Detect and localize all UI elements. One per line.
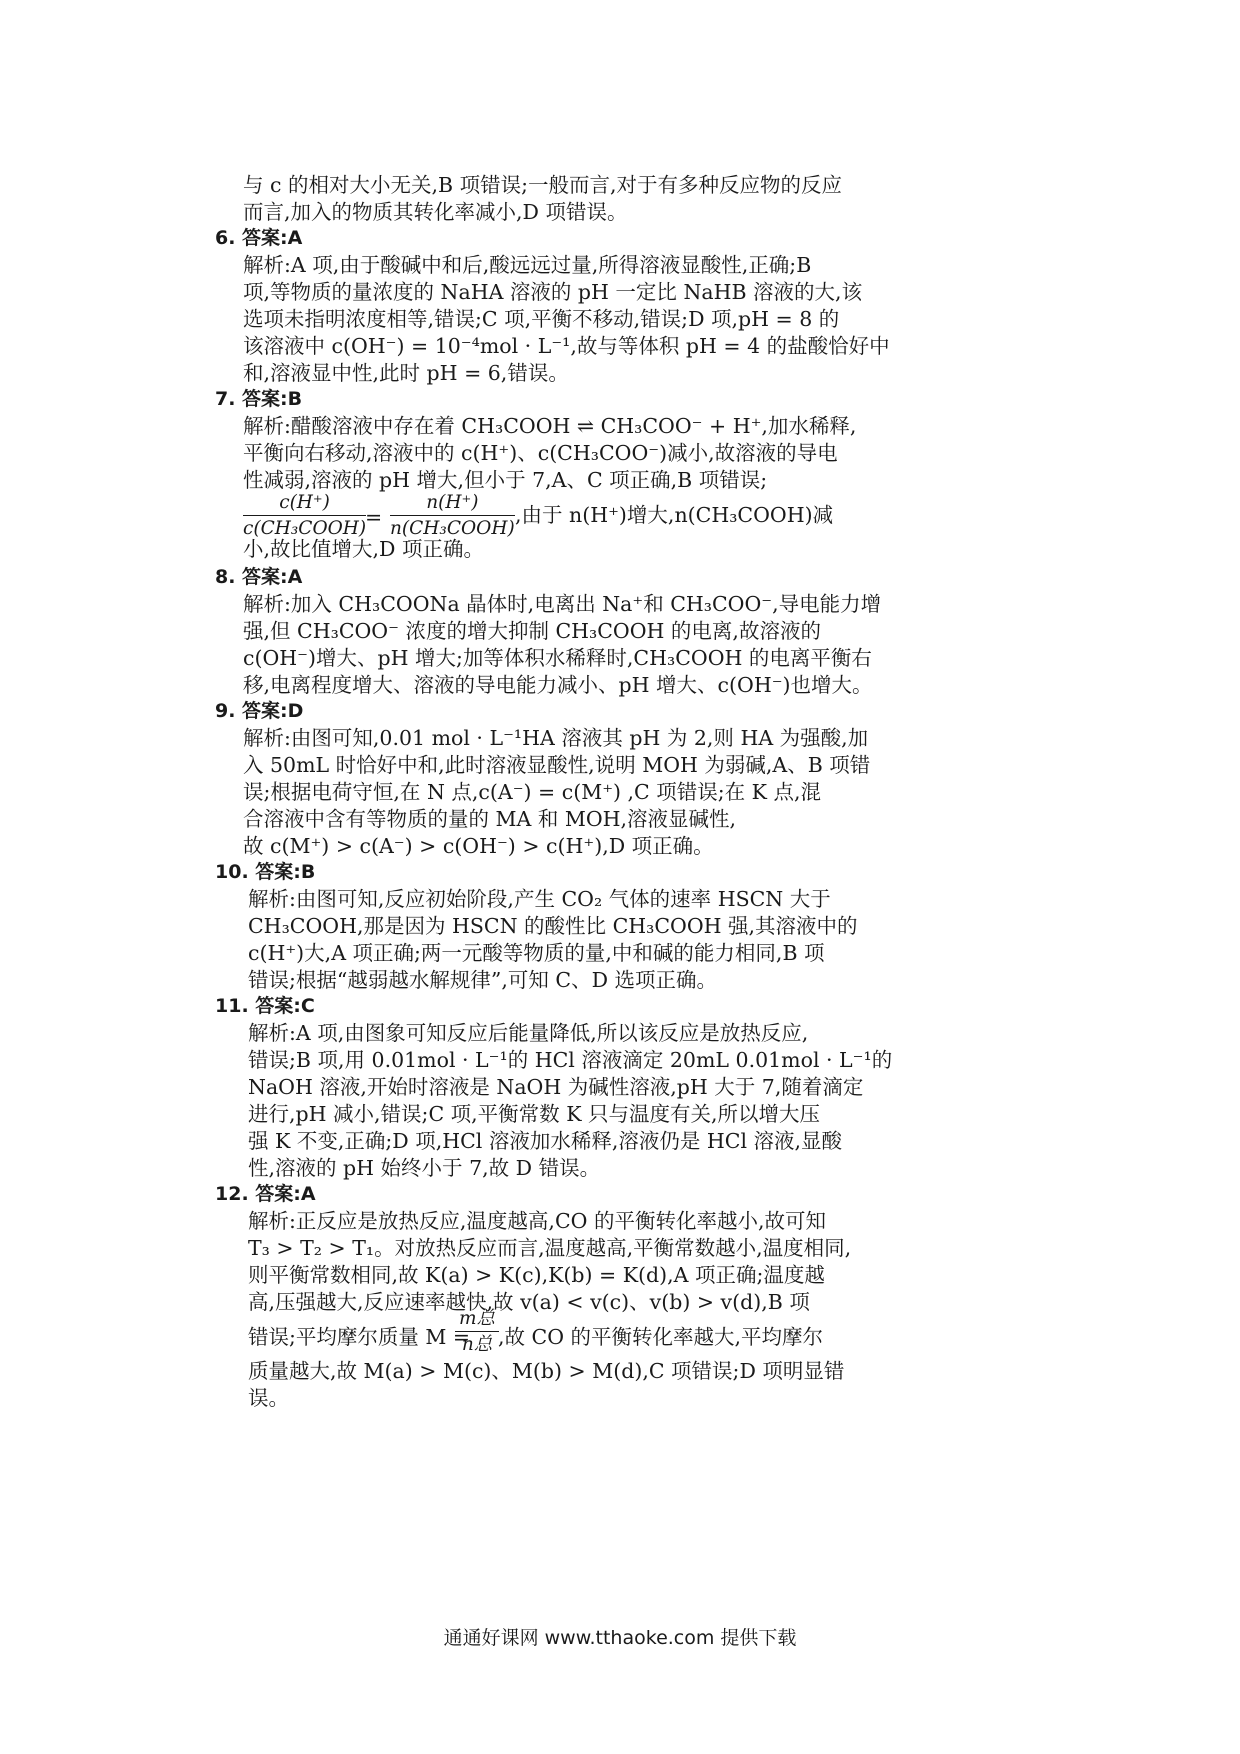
text-line: c(OH⁻)增大、pH 增大;加等体积水稀释时,CH₃COOH 的电离平衡右 [243,646,872,670]
answer-heading-8: 8. 答案:A [215,566,303,588]
text-line: 质量越大,故 M(a) > M(c)、M(b) > M(d),C 项错误;D 项明显错 [248,1359,845,1383]
text-line: 合溶液中含有等物质的量的 MA 和 MOH,溶液显碱性, [243,807,737,831]
fraction-numerator: c(H⁺) [243,492,366,516]
answer-heading-12: 12. 答案:A [215,1183,316,1205]
text-line: 误;根据电荷守恒,在 N 点,c(A⁻) = c(M⁺) ,C 项错误;在 K 点,混 [243,780,822,804]
text-line: 该溶液中 c(OH⁻) = 10⁻⁴mol · L⁻¹,故与等体积 pH = 4 的盐酸恰好中 [243,334,890,358]
text-line: 故 c(M⁺) > c(A⁻) > c(OH⁻) > c(H⁺),D 项正确。 [243,834,714,858]
text-line: ,由于 n(H⁺)增大,n(CH₃COOH)减 [515,503,834,527]
text-line: 性减弱,溶液的 pH 增大,但小于 7,A、C 项正确,B 项错误; [243,468,768,492]
text-line: 进行,pH 减小,错误;C 项,平衡常数 K 只与温度有关,所以增大压 [248,1102,821,1126]
answer-heading-6: 6. 答案:A [215,227,303,249]
text-line: 则平衡常数相同,故 K(a) > K(c),K(b) = K(d),A 项正确;温度越 [248,1263,825,1287]
text-line: 而言,加入的物质其转化率减小,D 项错误。 [243,200,628,224]
text-line: 性,溶液的 pH 始终小于 7,故 D 错误。 [248,1156,601,1180]
text-line: 解析:醋酸溶液中存在着 CH₃COOH ⇌ CH₃COO⁻ + H⁺,加水稀释, [243,414,857,438]
answer-heading-9: 9. 答案:D [215,700,304,722]
text-line: 错误;根据“越弱越水解规律”,可知 C、D 选项正确。 [248,968,718,992]
text-line: 解析:正反应是放热反应,温度越高,CO 的平衡转化率越小,故可知 [248,1209,826,1233]
text-line: 错误;B 项,用 0.01mol · L⁻¹的 HCl 溶液滴定 20mL 0.01mol · L⁻¹的 [248,1048,893,1072]
text-line: 误。 [248,1386,289,1410]
text-line: 强 K 不变,正确;D 项,HCl 溶液加水稀释,溶液仍是 HCl 溶液,显酸 [248,1129,843,1153]
text-line: CH₃COOH,那是因为 HSCN 的酸性比 CH₃COOH 强,其溶液中的 [248,914,858,938]
text-line: 平衡向右移动,溶液中的 c(H⁺)、c(CH₃COO⁻)减小,故溶液的导电 [243,441,838,465]
text-line: 小,故比值增大,D 项正确。 [243,537,484,561]
fraction-denominator: n(CH₃COOH) [390,518,515,539]
text-line: 项,等物质的量浓度的 NaHA 溶液的 pH 一定比 NaHB 溶液的大,该 [243,280,863,304]
text-line: 解析:A 项,由图象可知反应后能量降低,所以该反应是放热反应, [248,1021,809,1045]
fraction-numerator: n(H⁺) [390,492,515,516]
answer-heading-11: 11. 答案:C [215,995,315,1017]
text-line: 高,压强越大,反应速率越快,故 v(a) < v(c)、v(b) > v(d),B 项 [248,1290,810,1314]
text-line: 解析:A 项,由于酸碱中和后,酸远远过量,所得溶液显酸性,正确;B [243,253,812,277]
text-line: 和,溶液显中性,此时 pH = 6,错误。 [243,361,569,385]
fraction-denominator: c(CH₃COOH) [243,518,367,539]
answer-heading-10: 10. 答案:B [215,861,316,883]
text-line: T₃ > T₂ > T₁。对放热反应而言,温度越高,平衡常数越小,温度相同, [248,1236,852,1260]
text-line: c(H⁺)大,A 项正确;两一元酸等物质的量,中和碱的能力相同,B 项 [248,941,825,965]
text-line: 选项未指明浓度相等,错误;C 项,平衡不移动,错误;D 项,pH = 8 的 [243,307,840,331]
text-line: 强,但 CH₃COO⁻ 浓度的增大抑制 CH₃COOH 的电离,故溶液的 [243,619,821,643]
text-line: 解析:由图可知,反应初始阶段,产生 CO₂ 气体的速率 HSCN 大于 [248,887,831,911]
fraction-molar-mass [455,1308,499,1357]
text-line: 解析:由图可知,0.01 mol · L⁻¹HA 溶液其 pH 为 2,则 HA 为强酸,加 [243,726,869,750]
answer-heading-7: 7. 答案:B [215,388,303,410]
text-line: NaOH 溶液,开始时溶液是 NaOH 为碱性溶液,pH 大于 7,随着滴定 [248,1075,864,1099]
footer-credit: 通通好课网 www.tthaoke.com 提供下载 [443,1627,797,1649]
text-line: 入 50mL 时恰好中和,此时溶液显酸性,说明 MOH 为弱碱,A、B 项错 [243,753,871,777]
text-line: 解析:加入 CH₃COONa 晶体时,电离出 Na⁺和 CH₃COO⁻,导电能力增 [243,592,882,616]
text-line: 错误;平均摩尔质量 M = [248,1325,471,1349]
text-line: 移,电离程度增大、溶液的导电能力减小、pH 增大、c(OH⁻)也增大。 [243,673,873,697]
equals-sign: = [365,505,383,529]
text-line: 与 c 的相对大小无关,B 项错误;一般而言,对于有多种反应物的反应 [243,173,843,197]
text-line: ,故 CO 的平衡转化率越大,平均摩尔 [498,1325,824,1349]
fraction-denominator: n总 [461,1334,493,1355]
fraction-numerator: m总 [455,1308,499,1332]
